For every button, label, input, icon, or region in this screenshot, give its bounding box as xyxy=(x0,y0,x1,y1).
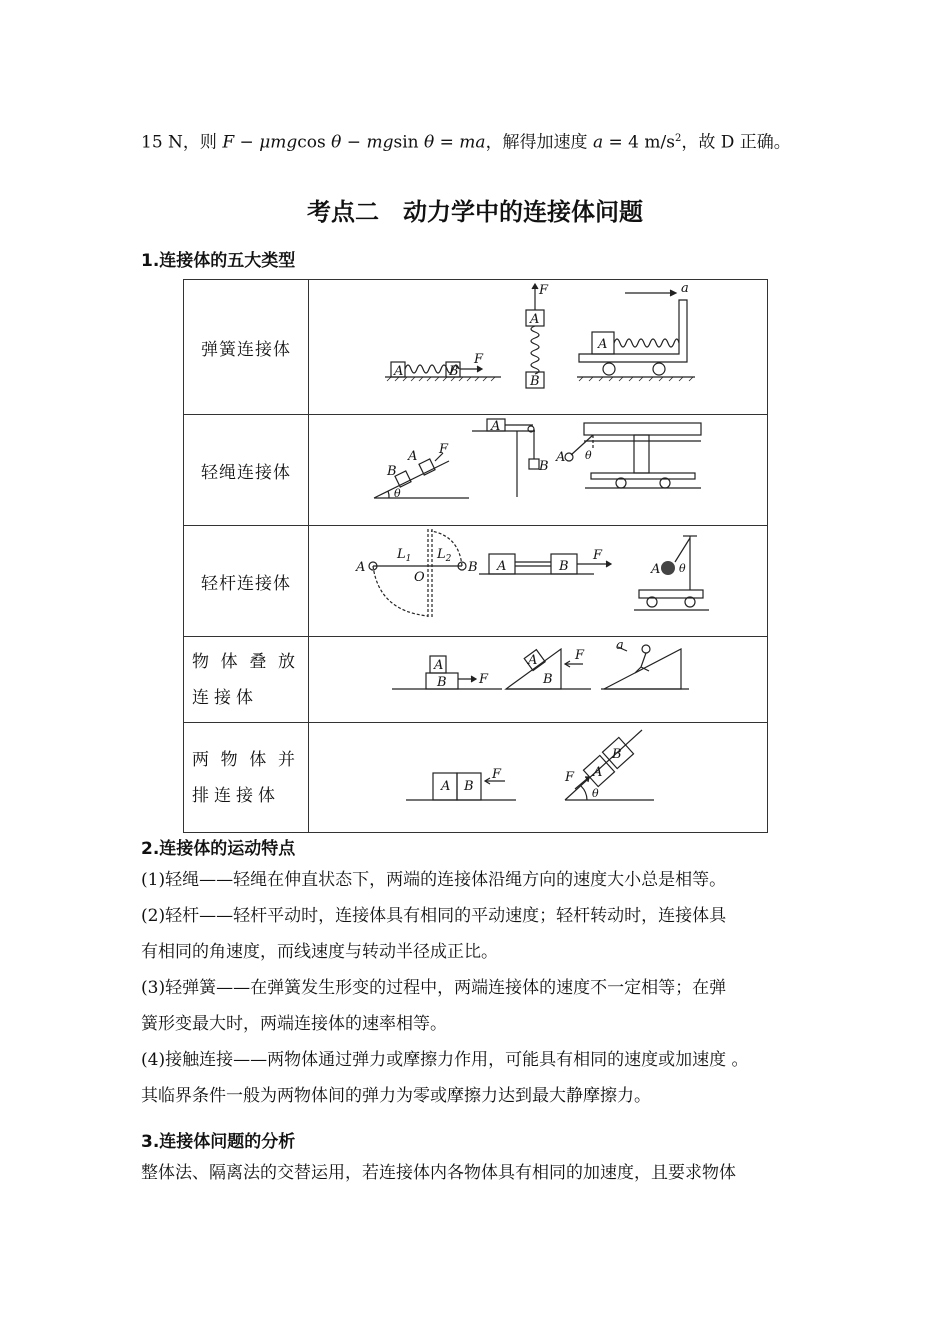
label-f: F xyxy=(565,770,575,785)
label-b: B xyxy=(530,374,540,389)
label-theta: θ xyxy=(394,487,401,500)
point-line: 有相同的角速度，而线速度与转动半径成正比。 xyxy=(141,942,498,962)
label-accel: a xyxy=(681,281,689,296)
row-label: 轻绳连接体 xyxy=(184,415,309,526)
label-a: A xyxy=(434,658,444,673)
label-f: F xyxy=(593,548,603,563)
label-b: B xyxy=(468,560,478,575)
top-formula-line: 15 N，则 F − μmgcos θ − mgsin θ = ma，解得加速度 a = 4 $m/s^2$，故 D 正确。 xyxy=(141,132,791,153)
label-a: A xyxy=(491,419,501,434)
row-label: 两物体并排连接体 xyxy=(184,723,309,833)
label-accel: a xyxy=(616,638,624,653)
label-b: B xyxy=(543,672,553,687)
table-row xyxy=(184,415,768,526)
label-b: B xyxy=(464,779,474,794)
label-theta: θ xyxy=(585,449,592,462)
label-f: F xyxy=(439,442,449,457)
label-o: O xyxy=(414,570,425,585)
side-by-side-diagram xyxy=(309,723,767,832)
label-b: B xyxy=(612,747,622,762)
row-label: 弹簧连接体 xyxy=(184,280,309,415)
table-row xyxy=(184,637,768,723)
subheading-motion: 2.连接体的运动特点 xyxy=(141,839,296,859)
point-line: 簧形变最大时，两端连接体的速率相等。 xyxy=(141,1014,447,1034)
table-row xyxy=(184,526,768,637)
label-a: A xyxy=(441,779,451,794)
subheading-analysis: 3.连接体问题的分析 xyxy=(141,1132,296,1152)
label-b: B xyxy=(539,459,549,474)
table-row xyxy=(184,280,768,415)
row-label: 物体叠放连接体 xyxy=(184,637,309,723)
label-b: B xyxy=(559,559,569,574)
label-a: A xyxy=(408,449,418,464)
label-l2: $L_2$ xyxy=(437,547,452,564)
table-row xyxy=(184,723,768,833)
label-b: B xyxy=(449,364,459,379)
ball-icon xyxy=(661,561,675,575)
label-f: F xyxy=(474,352,484,367)
point-line: (3)轻弹簧——在弹簧发生形变的过程中，两端连接体的速度不一定相等；在弹 xyxy=(141,978,727,998)
label-a: A xyxy=(497,559,507,574)
label-b: B xyxy=(437,675,447,690)
spring-diagram xyxy=(309,280,767,414)
label-f: F xyxy=(479,672,489,687)
label-f: F xyxy=(492,767,502,782)
label-a: A xyxy=(598,337,608,352)
label-a: A xyxy=(394,364,404,379)
point-line: 其临界条件一般为两物体间的弹力为零或摩擦力达到最大静摩擦力。 xyxy=(141,1086,651,1106)
stacked-diagram xyxy=(309,637,767,722)
label-l1: $L_1$ xyxy=(397,547,412,564)
rod-figures xyxy=(309,526,768,637)
stacked-figures xyxy=(309,637,768,723)
spring-figures xyxy=(309,280,768,415)
label-b: B xyxy=(387,464,397,479)
point-line: (2)轻杆——轻杆平动时，连接体具有相同的平动速度；轻杆转动时，连接体具 xyxy=(141,906,727,926)
label-a: A xyxy=(530,312,540,327)
subheading-types: 1.连接体的五大类型 xyxy=(141,251,296,271)
label-a: A xyxy=(556,450,566,465)
rod-diagram xyxy=(309,526,767,636)
analysis-text: 整体法、隔离法的交替运用，若连接体内各物体具有相同的加速度，且要求物体 xyxy=(141,1163,736,1183)
rope-figures xyxy=(309,415,768,526)
connector-types-table xyxy=(183,279,768,833)
label-a: A xyxy=(528,653,538,668)
label-a: A xyxy=(593,765,603,780)
row-label: 轻杆连接体 xyxy=(184,526,309,637)
label-theta: θ xyxy=(592,787,599,800)
label-f: F xyxy=(575,648,585,663)
label-a: A xyxy=(651,562,661,577)
label-theta: θ xyxy=(679,562,686,575)
label-f: F xyxy=(539,283,549,298)
rope-diagram xyxy=(309,415,767,525)
point-line: (1)轻绳——轻绳在伸直状态下，两端的连接体沿绳方向的速度大小总是相等。 xyxy=(141,870,727,890)
point-line: (4)接触连接——两物体通过弹力或摩擦力作用，可能具有相同的速度或加速度 。 xyxy=(141,1050,749,1070)
side-by-side-figures xyxy=(309,723,768,833)
motion-points xyxy=(141,862,821,1114)
label-a: A xyxy=(356,560,366,575)
section-heading: 考点二 动力学中的连接体问题 xyxy=(307,198,643,226)
